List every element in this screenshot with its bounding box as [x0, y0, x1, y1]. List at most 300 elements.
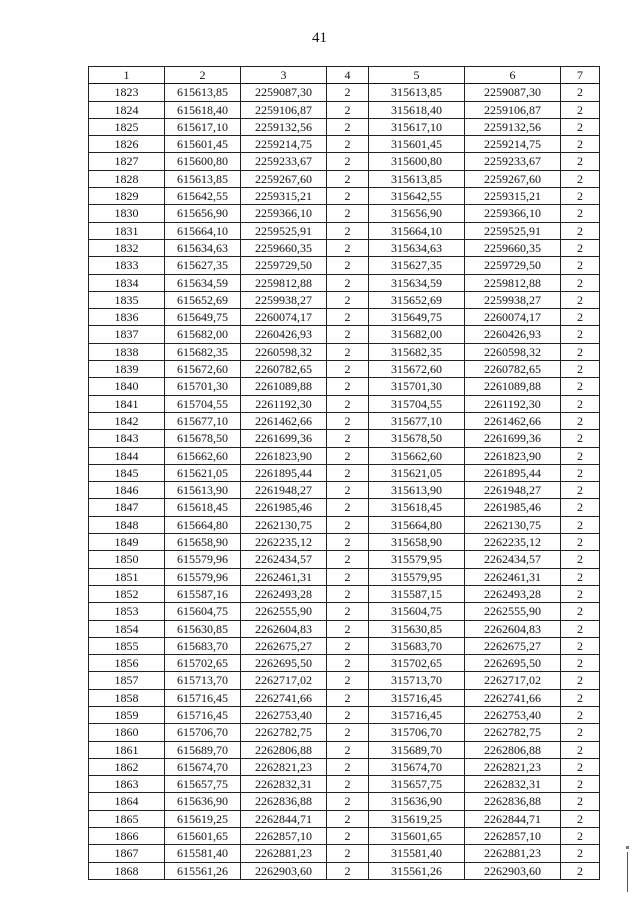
table-cell: 1854 — [89, 620, 165, 637]
table-cell: 2262717,02 — [241, 672, 327, 689]
table-cell: 615579,96 — [165, 551, 241, 568]
table-cell: 2259106,87 — [465, 101, 561, 118]
table-cell: 615619,25 — [165, 810, 241, 827]
table-row — [89, 101, 600, 118]
table-cell: 2 — [327, 136, 369, 153]
table-cell: 2259660,35 — [465, 239, 561, 256]
table-row — [89, 136, 600, 153]
table-cell: 2 — [561, 274, 600, 291]
table-cell: 2 — [327, 620, 369, 637]
table-cell: 2 — [561, 845, 600, 862]
table-cell: 1839 — [89, 361, 165, 378]
table-cell: 2 — [561, 862, 600, 879]
table-cell: 1860 — [89, 724, 165, 741]
table-cell: 2 — [561, 499, 600, 516]
table-cell: 315621,05 — [369, 464, 465, 481]
table-cell: 2262903,60 — [241, 862, 327, 879]
table-cell: 2261089,88 — [241, 378, 327, 395]
table-cell: 1857 — [89, 672, 165, 689]
table-cell: 2 — [327, 430, 369, 447]
table-cell: 615682,00 — [165, 326, 241, 343]
table-cell: 2 — [561, 516, 600, 533]
table-cell: 1864 — [89, 793, 165, 810]
table-cell: 2 — [327, 637, 369, 654]
table-cell: 315604,75 — [369, 603, 465, 620]
table-cell: 315617,10 — [369, 118, 465, 135]
table-cell: 2 — [561, 655, 600, 672]
table-row — [89, 222, 600, 239]
table-cell: 315613,90 — [369, 482, 465, 499]
table-row — [89, 274, 600, 291]
table-cell: 2 — [327, 222, 369, 239]
table-cell: 2 — [561, 637, 600, 654]
table-cell: 2 — [327, 482, 369, 499]
table-cell: 2261823,90 — [465, 447, 561, 464]
table-cell: 315682,35 — [369, 343, 465, 360]
table-cell: 2 — [327, 585, 369, 602]
table-cell: 2 — [561, 447, 600, 464]
table-cell: 1824 — [89, 101, 165, 118]
column-header: 1 — [89, 67, 165, 84]
table-cell: 2262741,66 — [465, 689, 561, 706]
table-cell: 2 — [327, 672, 369, 689]
table-cell: 1862 — [89, 758, 165, 775]
page-number: 41 — [312, 30, 327, 46]
table-cell: 2259812,88 — [465, 274, 561, 291]
table-cell: 315652,69 — [369, 291, 465, 308]
table-cell: 2 — [327, 361, 369, 378]
table-row — [89, 603, 600, 620]
table-cell: 2 — [561, 828, 600, 845]
table-cell: 2 — [327, 603, 369, 620]
table-cell: 615674,70 — [165, 758, 241, 775]
table-cell: 2 — [327, 776, 369, 793]
table-cell: 315581,40 — [369, 845, 465, 862]
table-row — [89, 585, 600, 602]
table-cell: 315601,65 — [369, 828, 465, 845]
table-cell: 2259729,50 — [465, 257, 561, 274]
table-cell: 2261089,88 — [465, 378, 561, 395]
table-cell: 1840 — [89, 378, 165, 395]
table-header — [89, 67, 600, 84]
table-cell: 2262130,75 — [241, 516, 327, 533]
table-cell: 2 — [561, 395, 600, 412]
table-cell: 315716,45 — [369, 706, 465, 723]
table-cell: 315678,50 — [369, 430, 465, 447]
table-cell: 2260598,32 — [465, 343, 561, 360]
table-cell: 2262555,90 — [241, 603, 327, 620]
table-cell: 315662,60 — [369, 447, 465, 464]
table-row — [89, 239, 600, 256]
table-cell: 615677,10 — [165, 412, 241, 429]
table-cell: 2259233,67 — [241, 153, 327, 170]
header-row — [89, 67, 600, 84]
table-cell: 2 — [327, 153, 369, 170]
table-cell: 2260074,17 — [465, 309, 561, 326]
table-cell: 1852 — [89, 585, 165, 602]
table-cell: 2262903,60 — [465, 862, 561, 879]
table-cell: 2262832,31 — [241, 776, 327, 793]
table-cell: 615604,75 — [165, 603, 241, 620]
table-row — [89, 706, 600, 723]
table-row — [89, 741, 600, 758]
table-cell: 2262844,71 — [241, 810, 327, 827]
table-cell: 2261948,27 — [465, 482, 561, 499]
table-cell: 2 — [561, 136, 600, 153]
table-cell: 2 — [327, 568, 369, 585]
table-cell: 615634,63 — [165, 239, 241, 256]
table-cell: 1858 — [89, 689, 165, 706]
table-cell: 1848 — [89, 516, 165, 533]
table-cell: 1834 — [89, 274, 165, 291]
table-cell: 2259267,60 — [241, 170, 327, 187]
table-cell: 615621,05 — [165, 464, 241, 481]
table-cell: 2262753,40 — [241, 706, 327, 723]
table-cell: 2 — [327, 309, 369, 326]
table-row — [89, 361, 600, 378]
table-cell: 615658,90 — [165, 534, 241, 551]
table-cell: 615642,55 — [165, 188, 241, 205]
table-cell: 1861 — [89, 741, 165, 758]
table-cell: 2 — [327, 655, 369, 672]
table-cell: 2 — [561, 205, 600, 222]
table-cell: 315682,00 — [369, 326, 465, 343]
table-cell: 615656,90 — [165, 205, 241, 222]
table-cell: 1830 — [89, 205, 165, 222]
table-cell: 2 — [327, 499, 369, 516]
table-cell: 2 — [327, 464, 369, 481]
table-cell: 2259525,91 — [465, 222, 561, 239]
table-cell: 2261985,46 — [241, 499, 327, 516]
table-cell: 2262753,40 — [465, 706, 561, 723]
table-cell: 2262235,12 — [241, 534, 327, 551]
table-cell: 2262675,27 — [241, 637, 327, 654]
table-cell: 2259938,27 — [465, 291, 561, 308]
table-cell: 2 — [561, 551, 600, 568]
table-cell: 315579,95 — [369, 551, 465, 568]
table-cell: 615618,40 — [165, 101, 241, 118]
table-row — [89, 118, 600, 135]
table-cell: 615613,85 — [165, 84, 241, 101]
table-cell: 2 — [327, 724, 369, 741]
table-cell: 615657,75 — [165, 776, 241, 793]
table-cell: 615682,35 — [165, 343, 241, 360]
table-cell: 2 — [561, 101, 600, 118]
table-cell: 615581,40 — [165, 845, 241, 862]
table-cell: 2 — [561, 118, 600, 135]
table-cell: 2259132,56 — [241, 118, 327, 135]
table-cell: 2259315,21 — [465, 188, 561, 205]
table-cell: 1825 — [89, 118, 165, 135]
table-cell: 615649,75 — [165, 309, 241, 326]
table-row — [89, 84, 600, 101]
table-cell: 1867 — [89, 845, 165, 862]
table-cell: 2 — [327, 516, 369, 533]
table-cell: 2259087,30 — [465, 84, 561, 101]
table-cell: 2 — [327, 291, 369, 308]
table-cell: 2 — [327, 706, 369, 723]
table-row — [89, 170, 600, 187]
table-cell: 315656,90 — [369, 205, 465, 222]
table-row — [89, 499, 600, 516]
table-cell: 2260426,93 — [465, 326, 561, 343]
table-cell: 2 — [561, 534, 600, 551]
table-cell: 615630,85 — [165, 620, 241, 637]
table-cell: 315716,45 — [369, 689, 465, 706]
table-cell: 615600,80 — [165, 153, 241, 170]
table-row — [89, 810, 600, 827]
table-cell: 2262493,28 — [465, 585, 561, 602]
table-cell: 2262821,23 — [465, 758, 561, 775]
table-cell: 2262493,28 — [241, 585, 327, 602]
table-cell: 615672,60 — [165, 361, 241, 378]
table-cell: 2259525,91 — [241, 222, 327, 239]
table-cell: 2261895,44 — [465, 464, 561, 481]
coordinates-table-container — [88, 66, 599, 880]
table-row — [89, 309, 600, 326]
table-cell: 615716,45 — [165, 706, 241, 723]
table-cell: 2 — [327, 845, 369, 862]
table-cell: 2261192,30 — [241, 395, 327, 412]
table-cell: 615601,65 — [165, 828, 241, 845]
table-cell: 2262881,23 — [241, 845, 327, 862]
table-cell: 2 — [327, 828, 369, 845]
table-cell: 2 — [561, 776, 600, 793]
table-row — [89, 326, 600, 343]
table-cell: 2261192,30 — [465, 395, 561, 412]
table-cell: 2261948,27 — [241, 482, 327, 499]
table-cell: 2262782,75 — [465, 724, 561, 741]
table-cell: 2262844,71 — [465, 810, 561, 827]
table-cell: 615683,70 — [165, 637, 241, 654]
table-cell: 2261823,90 — [241, 447, 327, 464]
table-cell: 615713,70 — [165, 672, 241, 689]
table-row — [89, 689, 600, 706]
table-cell: 2 — [561, 257, 600, 274]
table-cell: 2261699,36 — [241, 430, 327, 447]
table-cell: 2 — [561, 343, 600, 360]
table-cell: 2262461,31 — [465, 568, 561, 585]
table-cell: 2262741,66 — [241, 689, 327, 706]
table-cell: 315677,10 — [369, 412, 465, 429]
table-cell: 2262695,50 — [241, 655, 327, 672]
table-cell: 1842 — [89, 412, 165, 429]
table-cell: 2262555,90 — [465, 603, 561, 620]
table-cell: 315627,35 — [369, 257, 465, 274]
table-cell: 315674,70 — [369, 758, 465, 775]
table-cell: 1863 — [89, 776, 165, 793]
table-cell: 2259938,27 — [241, 291, 327, 308]
table-cell: 2 — [561, 361, 600, 378]
table-cell: 2262235,12 — [465, 534, 561, 551]
table-cell: 1823 — [89, 84, 165, 101]
table-cell: 615627,35 — [165, 257, 241, 274]
table-row — [89, 153, 600, 170]
table-cell: 2262434,57 — [465, 551, 561, 568]
table-cell: 315689,70 — [369, 741, 465, 758]
table-cell: 2 — [561, 153, 600, 170]
table-row — [89, 655, 600, 672]
table-cell: 2259087,30 — [241, 84, 327, 101]
table-cell: 1853 — [89, 603, 165, 620]
table-cell: 615704,55 — [165, 395, 241, 412]
table-cell: 615662,60 — [165, 447, 241, 464]
table-cell: 2 — [327, 862, 369, 879]
table-cell: 2261462,66 — [241, 412, 327, 429]
column-header: 6 — [465, 67, 561, 84]
table-cell: 315634,59 — [369, 274, 465, 291]
table-cell: 2259366,10 — [465, 205, 561, 222]
table-cell: 1828 — [89, 170, 165, 187]
table-row — [89, 205, 600, 222]
table-cell: 2 — [561, 603, 600, 620]
table-cell: 2 — [561, 706, 600, 723]
table-cell: 2 — [561, 291, 600, 308]
table-cell: 1866 — [89, 828, 165, 845]
table-row — [89, 534, 600, 551]
table-cell: 615613,85 — [165, 170, 241, 187]
table-row — [89, 378, 600, 395]
table-cell: 615652,69 — [165, 291, 241, 308]
table-cell: 315613,85 — [369, 170, 465, 187]
table-cell: 2262821,23 — [241, 758, 327, 775]
table-cell: 315702,65 — [369, 655, 465, 672]
table-cell: 1847 — [89, 499, 165, 516]
table-cell: 2 — [327, 689, 369, 706]
margin-mark-dot — [626, 846, 629, 849]
table-cell: 315642,55 — [369, 188, 465, 205]
table-cell: 1850 — [89, 551, 165, 568]
coordinates-table — [88, 66, 600, 880]
table-cell: 2259315,21 — [241, 188, 327, 205]
column-header: 2 — [165, 67, 241, 84]
table-cell: 2 — [561, 482, 600, 499]
table-cell: 2259660,35 — [241, 239, 327, 256]
table-cell: 1845 — [89, 464, 165, 481]
table-cell: 2 — [561, 188, 600, 205]
table-cell: 2 — [561, 689, 600, 706]
table-cell: 2259233,67 — [465, 153, 561, 170]
table-cell: 615701,30 — [165, 378, 241, 395]
table-cell: 2 — [327, 274, 369, 291]
table-cell: 2 — [561, 793, 600, 810]
table-cell: 2 — [561, 810, 600, 827]
table-cell: 615702,65 — [165, 655, 241, 672]
table-cell: 2262695,50 — [465, 655, 561, 672]
table-cell: 2259214,75 — [241, 136, 327, 153]
table-cell: 1868 — [89, 862, 165, 879]
table-row — [89, 464, 600, 481]
table-row — [89, 343, 600, 360]
table-cell: 2262836,88 — [465, 793, 561, 810]
table-cell: 2262806,88 — [241, 741, 327, 758]
table-cell: 2262717,02 — [465, 672, 561, 689]
table-cell: 2259366,10 — [241, 205, 327, 222]
table-cell: 2 — [327, 170, 369, 187]
table-cell: 615587,16 — [165, 585, 241, 602]
table-cell: 2 — [561, 620, 600, 637]
table-cell: 2259812,88 — [241, 274, 327, 291]
table-cell: 2261699,36 — [465, 430, 561, 447]
table-cell: 2 — [327, 793, 369, 810]
table-cell: 315658,90 — [369, 534, 465, 551]
margin-mark-line — [627, 852, 628, 892]
table-cell: 615561,26 — [165, 862, 241, 879]
table-cell: 2 — [327, 239, 369, 256]
table-row — [89, 637, 600, 654]
table-cell: 615664,10 — [165, 222, 241, 239]
table-cell: 615579,96 — [165, 568, 241, 585]
table-row — [89, 188, 600, 205]
table-cell: 2 — [561, 430, 600, 447]
table-cell: 2261462,66 — [465, 412, 561, 429]
table-cell: 2262832,31 — [465, 776, 561, 793]
table-cell: 315618,45 — [369, 499, 465, 516]
table-row — [89, 447, 600, 464]
table-row — [89, 793, 600, 810]
table-cell: 315649,75 — [369, 309, 465, 326]
table-cell: 1837 — [89, 326, 165, 343]
table-row — [89, 845, 600, 862]
table-cell: 2 — [561, 672, 600, 689]
table-cell: 2259106,87 — [241, 101, 327, 118]
column-header: 7 — [561, 67, 600, 84]
table-cell: 1849 — [89, 534, 165, 551]
table-cell: 2261985,46 — [465, 499, 561, 516]
table-body — [89, 84, 600, 880]
table-row — [89, 412, 600, 429]
table-cell: 1841 — [89, 395, 165, 412]
table-cell: 2262675,27 — [465, 637, 561, 654]
table-cell: 2260782,65 — [465, 361, 561, 378]
table-row — [89, 724, 600, 741]
table-row — [89, 257, 600, 274]
table-cell: 2 — [561, 741, 600, 758]
table-cell: 2 — [561, 568, 600, 585]
table-cell: 2 — [327, 205, 369, 222]
table-cell: 2 — [327, 326, 369, 343]
table-cell: 2 — [561, 724, 600, 741]
table-cell: 2262806,88 — [465, 741, 561, 758]
table-cell: 315664,10 — [369, 222, 465, 239]
table-cell: 315683,70 — [369, 637, 465, 654]
table-row — [89, 568, 600, 585]
table-cell: 2259729,50 — [241, 257, 327, 274]
table-cell: 2262604,83 — [241, 620, 327, 637]
table-cell: 1833 — [89, 257, 165, 274]
table-row — [89, 620, 600, 637]
table-cell: 615613,90 — [165, 482, 241, 499]
column-header: 3 — [241, 67, 327, 84]
table-cell: 2 — [327, 741, 369, 758]
table-cell: 315618,40 — [369, 101, 465, 118]
table-cell: 2262782,75 — [241, 724, 327, 741]
table-cell: 315601,45 — [369, 136, 465, 153]
table-cell: 315664,80 — [369, 516, 465, 533]
table-cell: 1831 — [89, 222, 165, 239]
table-cell: 2 — [561, 378, 600, 395]
table-cell: 1826 — [89, 136, 165, 153]
column-header: 4 — [327, 67, 369, 84]
table-row — [89, 430, 600, 447]
table-cell: 2262881,23 — [465, 845, 561, 862]
table-cell: 2262461,31 — [241, 568, 327, 585]
table-cell: 2260426,93 — [241, 326, 327, 343]
table-cell: 315579,95 — [369, 568, 465, 585]
table-cell: 2262604,83 — [465, 620, 561, 637]
table-cell: 2 — [327, 810, 369, 827]
table-row — [89, 758, 600, 775]
